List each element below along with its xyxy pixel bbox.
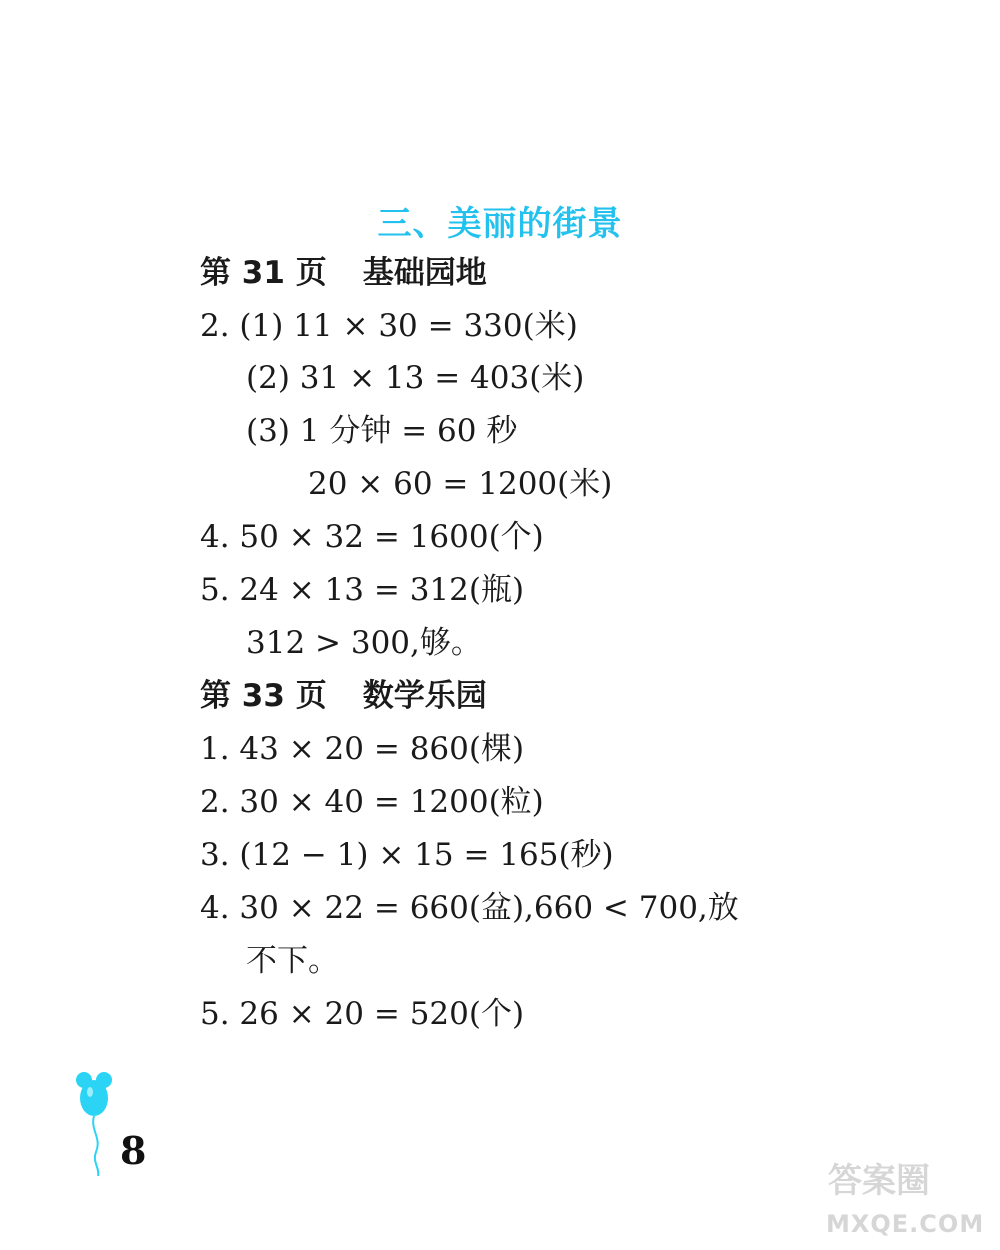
answer-line: 2. 30 × 40 = 1200(粒) xyxy=(200,784,544,820)
answer-line: 5. 24 × 13 = 312(瓶) xyxy=(200,572,525,608)
answer-line: 20 × 60 = 1200(米) xyxy=(308,466,613,502)
answer-line: 3. (12 − 1) × 15 = 165(秒) xyxy=(200,837,614,873)
section-page-label: 第 31 页 xyxy=(200,255,327,291)
watermark-logo xyxy=(812,1150,992,1242)
section-page-label: 第 33 页 xyxy=(200,678,327,714)
section-heading xyxy=(200,253,487,293)
chapter-title: 三、美丽的街景 xyxy=(377,204,623,244)
answer-line: 不下。 xyxy=(246,943,339,979)
answer-line: (2) 31 × 13 = 403(米) xyxy=(246,360,585,396)
page-number: 8 xyxy=(120,1128,147,1173)
answer-line: 312 > 300,够。 xyxy=(246,625,482,661)
answer-line: 2. (1) 11 × 30 = 330(米) xyxy=(200,308,578,344)
watermark-logo-text: 答案圈 xyxy=(828,1161,930,1201)
answer-line: 4. 30 × 22 = 660(盆),660 < 700,放 xyxy=(200,890,739,926)
answer-line: 4. 50 × 32 = 1600(个) xyxy=(200,519,544,555)
section-name: 数学乐园 xyxy=(362,678,487,714)
watermark-url: MXQE.COM xyxy=(826,1210,985,1238)
section-name: 基础园地 xyxy=(362,255,487,291)
balloon-mouse-icon xyxy=(72,1068,122,1178)
section-heading xyxy=(200,676,487,716)
answer-line: (3) 1 分钟 = 60 秒 xyxy=(246,413,518,449)
answer-line: 1. 43 × 20 = 860(棵) xyxy=(200,731,525,767)
answer-line: 5. 26 × 20 = 520(个) xyxy=(200,996,525,1032)
